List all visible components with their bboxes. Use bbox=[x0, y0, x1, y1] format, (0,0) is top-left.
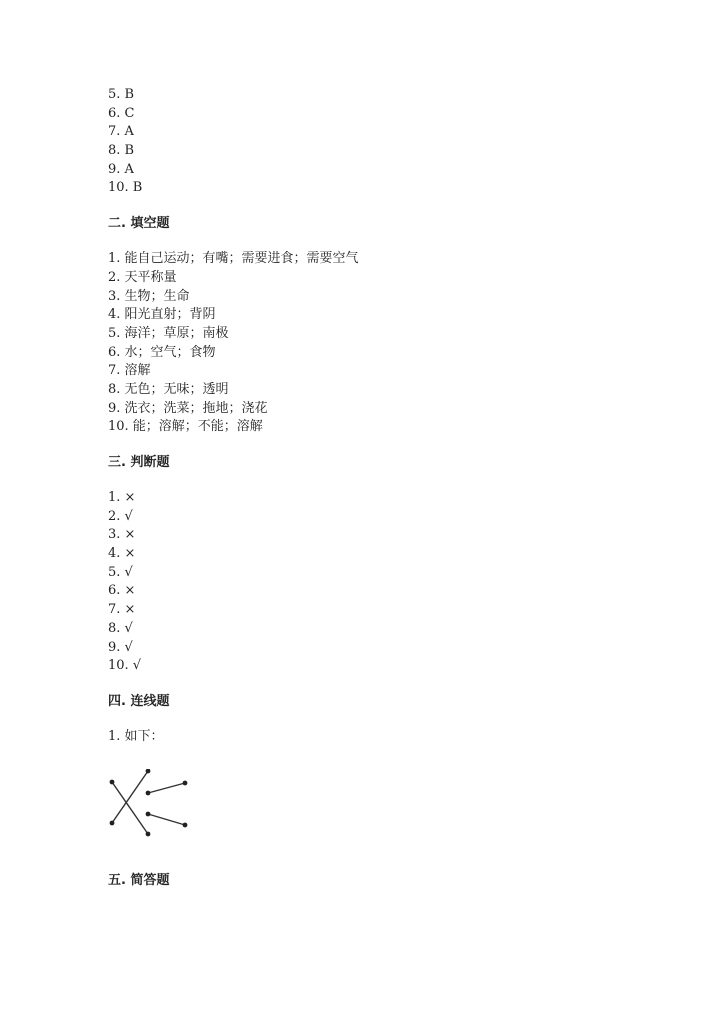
fill-answer: 3. 生物；生命 bbox=[108, 288, 190, 304]
match-dot bbox=[146, 811, 151, 816]
fill-answer: 9. 洗衣；洗菜；拖地；浇花 bbox=[108, 400, 268, 416]
match-dot bbox=[110, 779, 115, 784]
fill-answer: 10. 能；溶解；不能；溶解 bbox=[108, 419, 263, 435]
fill-answer: 5. 海洋；草原；南极 bbox=[108, 325, 229, 341]
matching-lines-svg bbox=[106, 769, 226, 869]
choice-answer: 9. A bbox=[108, 161, 134, 177]
fill-answer: 4. 阳光直射；背阴 bbox=[108, 307, 216, 323]
judge-answer: 10. √ bbox=[108, 658, 142, 674]
judge-answer: 7. × bbox=[108, 602, 136, 618]
match-answer-intro: 1. 如下： bbox=[108, 728, 164, 744]
match-line bbox=[148, 783, 185, 793]
judge-answer: 9. √ bbox=[108, 639, 133, 655]
choice-answer: 5. B bbox=[108, 87, 135, 102]
judge-answer: 8. √ bbox=[108, 620, 133, 636]
judge-section-heading: 三. 判断题 bbox=[108, 455, 170, 470]
choice-answer: 7. A bbox=[108, 124, 134, 140]
choice-answer: 8. B bbox=[108, 143, 135, 159]
match-dot bbox=[110, 820, 115, 825]
match-line bbox=[148, 814, 185, 825]
judge-answer: 3. × bbox=[108, 527, 136, 543]
answer-sheet bbox=[108, 86, 628, 890]
fill-section-heading: 二. 填空题 bbox=[108, 216, 170, 232]
choice-answer: 6. C bbox=[108, 105, 135, 121]
short-section-heading: 五. 简答题 bbox=[108, 872, 170, 888]
match-dot bbox=[146, 790, 151, 795]
judge-answer: 1. × bbox=[108, 490, 136, 505]
fill-answer: 7. 溶解 bbox=[108, 363, 151, 379]
match-dot bbox=[183, 822, 188, 827]
match-dot bbox=[183, 780, 188, 785]
match-section-heading: 四. 连线题 bbox=[108, 693, 170, 709]
choice-answers bbox=[108, 86, 628, 198]
judge-answer: 5. √ bbox=[108, 564, 133, 580]
fill-answer: 2. 天平称量 bbox=[108, 269, 177, 285]
fill-answer: 6. 水；空气；食物 bbox=[108, 344, 216, 360]
fill-answer: 1. 能自己运动；有嘴；需要进食；需要空气 bbox=[108, 251, 359, 267]
match-line bbox=[112, 771, 148, 823]
judge-answers bbox=[108, 489, 628, 676]
fill-answer: 8. 无色；无味；透明 bbox=[108, 381, 229, 397]
match-dot bbox=[146, 831, 151, 836]
judge-answer: 4. × bbox=[108, 546, 136, 562]
match-line bbox=[112, 782, 148, 834]
fill-answers bbox=[108, 250, 628, 437]
judge-answer: 6. × bbox=[108, 583, 136, 599]
choice-answer: 10. B bbox=[108, 180, 143, 196]
matching-lines-diagram bbox=[106, 769, 226, 869]
judge-answer: 2. √ bbox=[108, 508, 133, 524]
